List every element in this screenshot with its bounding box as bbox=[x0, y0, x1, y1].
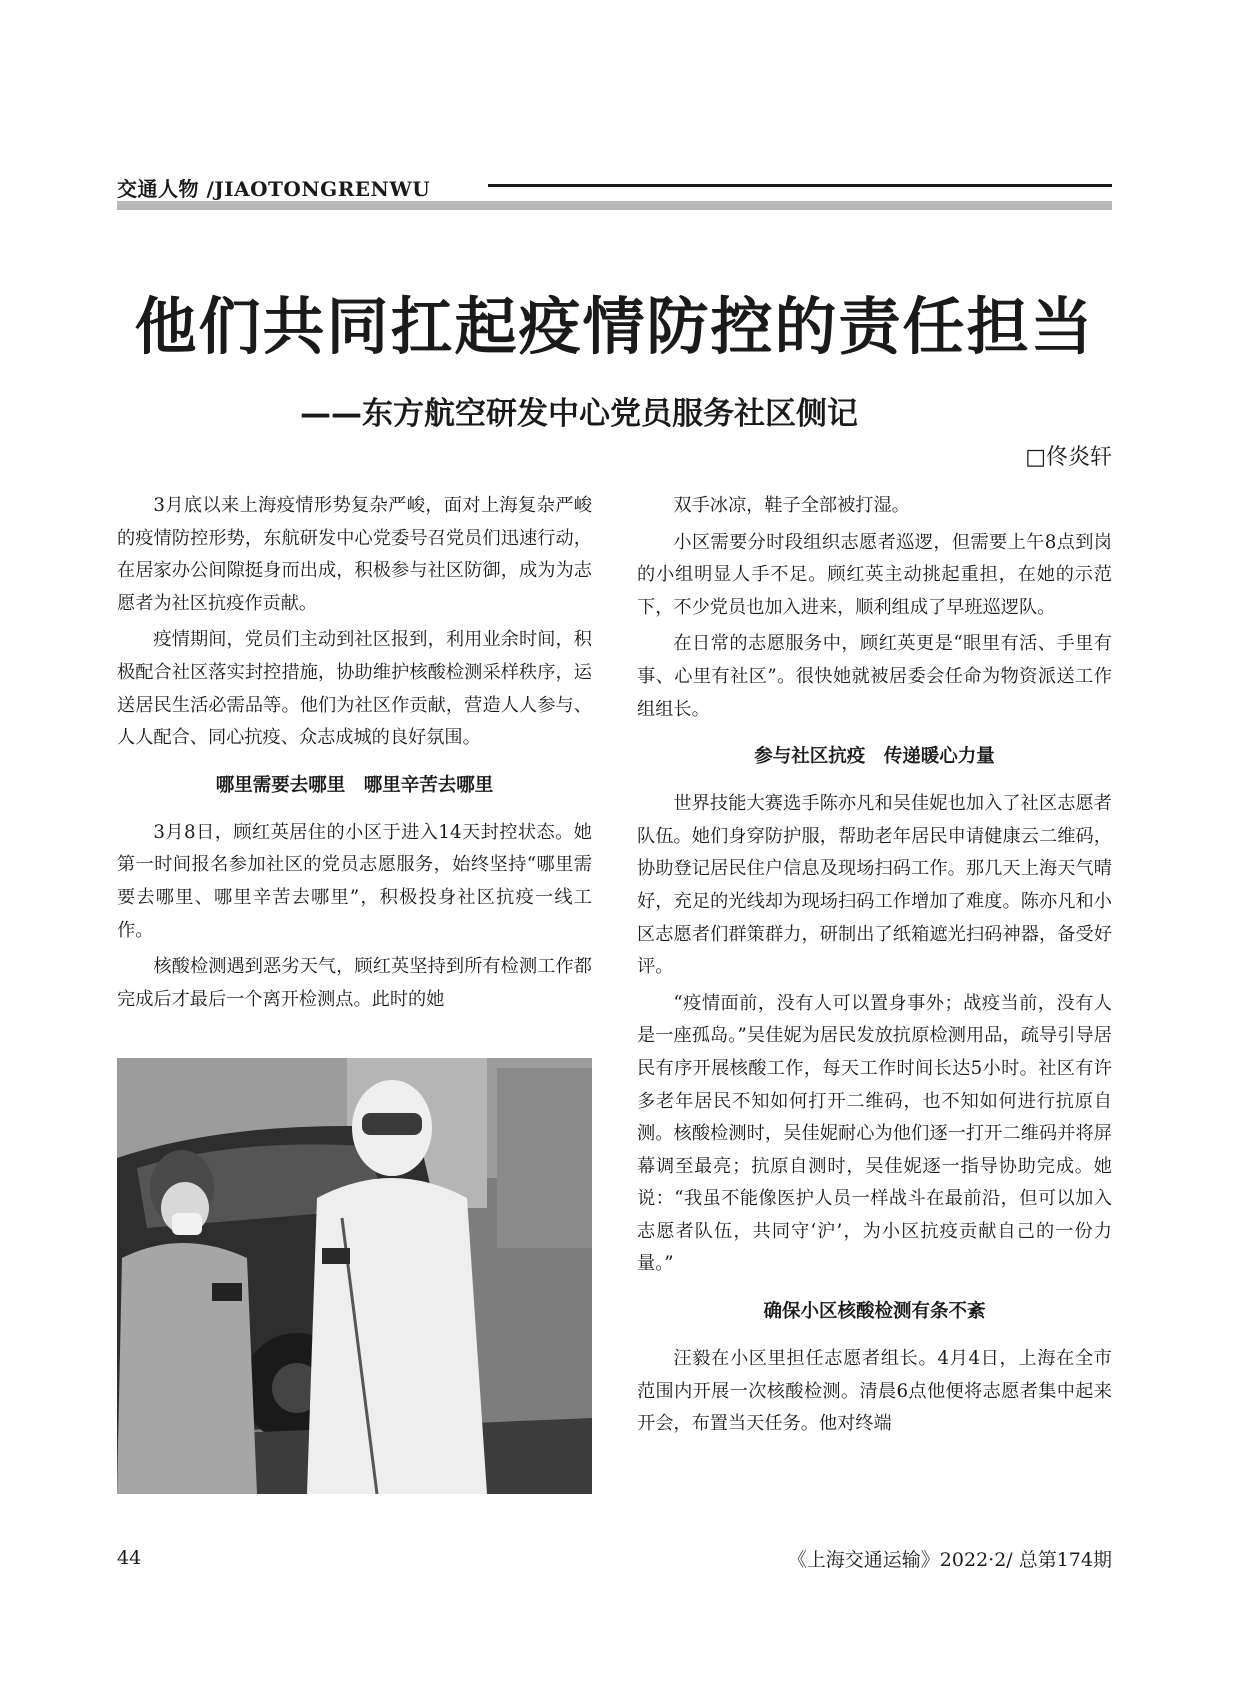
article-subtitle: ——东方航空研发中心党员服务社区侧记 bbox=[300, 396, 858, 432]
page-number: 44 bbox=[117, 1547, 142, 1569]
journal-info: 《上海交通运输》2022·2/ 总第174期 bbox=[787, 1549, 1112, 1571]
paragraph: 在日常的志愿服务中，顾红英更是“眼里有活、手里有事、心里有社区”。很快她就被居委会任命为物资派送工作组组长。 bbox=[637, 633, 1112, 720]
paragraph: 小区需要分时段组织志愿者巡逻，但需要上午8点到岗的小组明显人手不足。顾红英主动挑起重担，在她的示范下，不少党员也加入进来，顺利组成了早班巡逻队。 bbox=[637, 531, 1112, 618]
section-label: 交通人物 /JIAOTONGRENWU bbox=[117, 177, 431, 201]
article-photo bbox=[117, 1058, 592, 1494]
paragraph: 核酸检测遇到恶劣天气，顾红英坚持到所有检测工作都完成后才最后一个离开检测点。此时的她 bbox=[117, 956, 592, 1010]
section-heading: 参与社区抗疫 传递暖心力量 bbox=[754, 746, 995, 768]
volunteer-photo-illustration bbox=[117, 1058, 592, 1494]
paragraph: 3月8日，顾红英居住的小区于进入14天封控状态。她第一时间报名参加社区的党员志愿服务，始终坚持“哪里需要去哪里、哪里辛苦去哪里”，积极投身社区抗疫一线工作。 bbox=[117, 821, 592, 941]
paragraph: 疫情期间，党员们主动到社区报到，利用业余时间，积极配合社区落实封控措施，协助维护核酸检测采样秩序，运送居民生活必需品等。他们为社区作贡献，营造人人参与、人人配合、同心抗疫、众志成城的良好氛围。 bbox=[117, 629, 592, 749]
header-rule bbox=[488, 184, 1112, 187]
right-column bbox=[637, 490, 1112, 1445]
paragraph: 汪毅在小区里担任志愿者组长。4月4日，上海在全市范围内开展一次核酸检测。清晨6点他便将志愿者集中起来开会，布置当天任务。他对终端 bbox=[637, 1348, 1112, 1435]
section-heading: 确保小区核酸检测有条不紊 bbox=[763, 1301, 986, 1323]
article-author: □佟炎轩 bbox=[1025, 445, 1112, 470]
article-title: 他们共同扛起疫情防控的责任担当 bbox=[134, 290, 1095, 363]
paragraph: “疫情面前，没有人可以置身事外；战疫当前，没有人是一座孤岛。”吴佳妮为居民发放抗原检测用品，疏导引导居民有序开展核酸工作，每天工作时间长达5小时。社区有许多老年居民不知如何打开二维码，也不知如何进行抗原自测。核酸检测时，吴佳妮耐心为他们逐一打开二维码并将屏幕调至最亮；抗原自测时，吴佳妮逐一指导协助完成。她说：“我虽不能像医护人员一样战斗在最前沿，但可以加入志愿者队伍，共同守‘沪’，为小区抗疫贡献自己的一份力量。” bbox=[637, 992, 1112, 1275]
paragraph: 双手冰凉，鞋子全部被打湿。 bbox=[673, 495, 910, 516]
paragraph: 3月底以来上海疫情形势复杂严峻，面对上海复杂严峻的疫情防控形势，东航研发中心党委号召党员们迅速行动，在居家办公间隙挺身而出成，积极参与社区防御，成为为志愿者为社区抗疫作贡献。 bbox=[117, 495, 592, 614]
section-heading: 哪里需要去哪里 哪里辛苦去哪里 bbox=[215, 774, 494, 796]
paragraph: 世界技能大赛选手陈亦凡和吴佳妮也加入了社区志愿者队伍。她们身穿防护服，帮助老年居民申请健康云二维码，协助登记居民住户信息及现场扫码工作。那几天上海天气晴好，充足的光线却为现场扫码工作增加了难度。陈亦凡和小区志愿者们群策群力，研制出了纸箱遮光扫码神器，备受好评。 bbox=[637, 793, 1112, 978]
header-gray-bar bbox=[117, 201, 1112, 210]
left-column bbox=[117, 490, 592, 1020]
